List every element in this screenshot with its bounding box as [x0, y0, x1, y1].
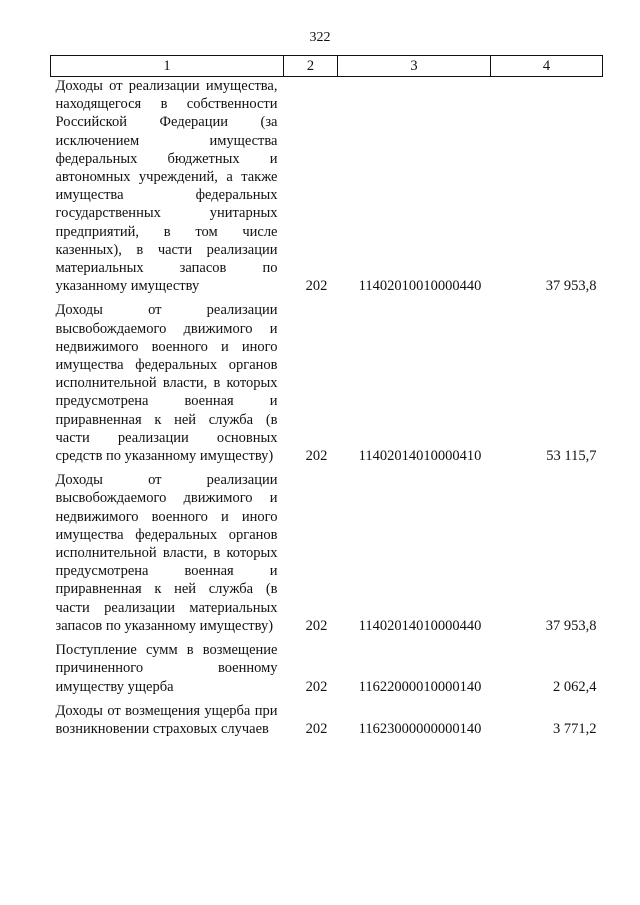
- page-number: 322: [309, 30, 331, 45]
- row-section-code: 202: [305, 278, 328, 295]
- row-section-code: 202: [305, 617, 328, 634]
- row-revenue-code: 11402014010000410: [358, 448, 482, 465]
- header-column-1: 1: [51, 56, 284, 77]
- row-description: Поступление сумм в возмещение причиненного военному имуществу ущерба: [55, 642, 278, 695]
- table-row: [51, 295, 603, 465]
- row-revenue-code: 11623000000000140: [358, 720, 482, 737]
- row-amount: 53 115,7: [546, 448, 597, 465]
- row-description: Доходы от реализации высвобождаемого движимого и недвижимого военного и иного имущества федеральных органов исполнительной власти, в которых предусмотрена военная и приравненная к ней служба (в части реализации основных средств по указанному имуществу): [55, 302, 278, 465]
- row-amount: 2 062,4: [553, 678, 597, 695]
- budget-revenue-table: [50, 55, 603, 738]
- row-description: Доходы от возмещения ущерба при возникновении страховых случаев: [55, 702, 278, 737]
- table-row: [51, 635, 603, 696]
- header-column-4: 4: [491, 56, 603, 77]
- row-amount: 3 771,2: [553, 720, 597, 737]
- row-amount: 37 953,8: [545, 617, 597, 634]
- row-revenue-code: 11622000010000140: [358, 678, 482, 695]
- row-section-code: 202: [305, 720, 328, 737]
- row-description: Доходы от реализации высвобождаемого движимого и недвижимого военного и иного имущества федеральных органов исполнительной власти, в которых предусмотрена военная и приравненная к ней служба (в части реализации материальных запасов по указанному имуществу): [55, 472, 278, 634]
- row-revenue-code: 11402010010000440: [358, 278, 482, 295]
- row-amount: 37 953,8: [545, 278, 597, 295]
- row-revenue-code: 11402014010000440: [358, 617, 482, 634]
- row-section-code: 202: [305, 678, 328, 695]
- table-row: [51, 77, 603, 296]
- row-section-code: 202: [305, 448, 328, 465]
- header-column-3: 3: [338, 56, 491, 77]
- row-description: Доходы от реализации имущества, находящегося в собственности Российской Федерации (за исключением имущества федеральных бюджетных и автономных учреждений, а также имущества федеральных государственных унитарных предприятий, в том числе казенных), в части реализации материальных запасов по указанному имуществу: [55, 78, 278, 295]
- table-row: [51, 465, 603, 635]
- table-header-row: [51, 56, 603, 77]
- table-row: [51, 696, 603, 738]
- header-column-2: 2: [284, 56, 338, 77]
